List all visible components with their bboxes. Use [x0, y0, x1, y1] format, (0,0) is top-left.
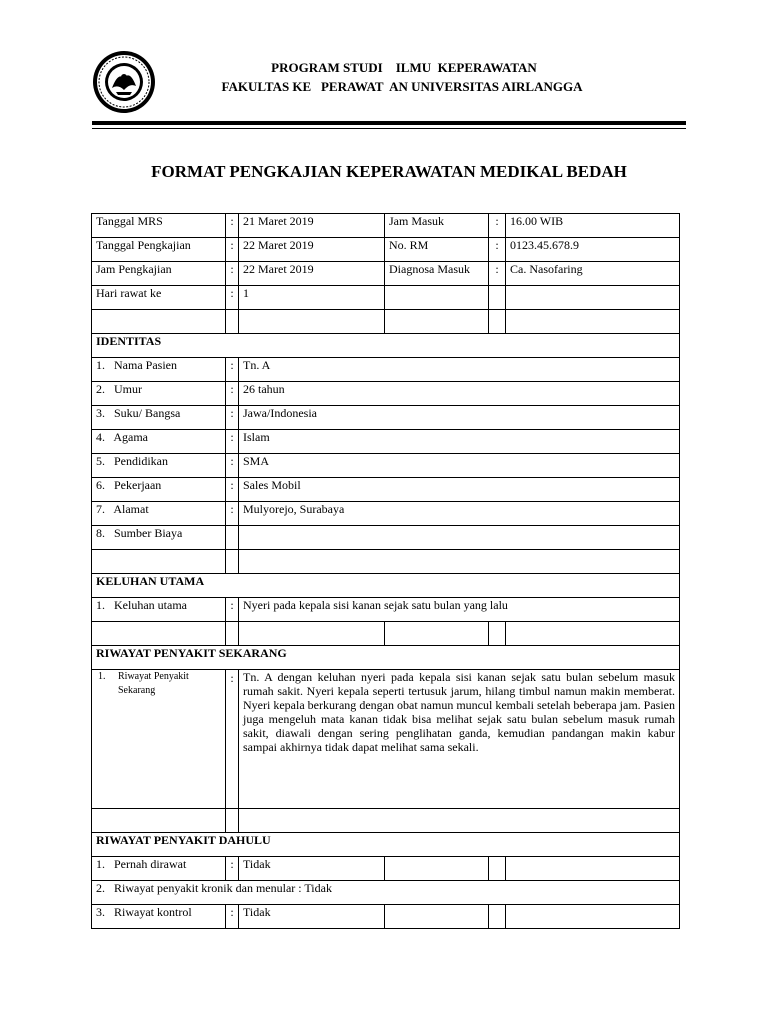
empty-cell — [489, 905, 506, 929]
colon: : — [226, 598, 239, 622]
table-row — [92, 454, 680, 478]
colon: : — [226, 214, 239, 238]
empty-cell — [226, 526, 239, 550]
field-label: Diagnosa Masuk — [385, 262, 489, 286]
empty-cell — [489, 286, 506, 310]
field-label: 4. Agama — [92, 430, 226, 454]
table-row — [92, 262, 680, 286]
section-heading: IDENTITAS — [92, 334, 680, 358]
field-label: 8. Sumber Biaya — [92, 526, 226, 550]
table-row — [92, 502, 680, 526]
field-label: No. RM — [385, 238, 489, 262]
colon: : — [226, 406, 239, 430]
assessment-form-table — [91, 213, 680, 929]
table-row — [92, 478, 680, 502]
colon: : — [489, 262, 506, 286]
field-value: Tidak — [239, 905, 385, 929]
colon: : — [489, 214, 506, 238]
field-label: Jam Masuk — [385, 214, 489, 238]
field-value: Tn. A — [239, 358, 680, 382]
table-row — [92, 238, 680, 262]
colon: : — [226, 382, 239, 406]
table-row — [92, 881, 680, 905]
header-rule-thin — [92, 128, 686, 129]
colon: : — [226, 478, 239, 502]
table-row-blank — [92, 550, 680, 574]
field-value: Mulyorejo, Surabaya — [239, 502, 680, 526]
field-value: Jawa/Indonesia — [239, 406, 680, 430]
field-label: 3. Suku/ Bangsa — [92, 406, 226, 430]
field-value: SMA — [239, 454, 680, 478]
field-label: Tanggal MRS — [92, 214, 226, 238]
field-label: Hari rawat ke — [92, 286, 226, 310]
colon: : — [489, 238, 506, 262]
table-row — [92, 358, 680, 382]
field-full-row: 2. Riwayat penyakit kronik dan menular : Tidak — [92, 881, 680, 905]
colon: : — [226, 905, 239, 929]
empty-cell — [506, 286, 680, 310]
field-label: Jam Pengkajian — [92, 262, 226, 286]
field-label-line1: 1. Riwayat Penyakit — [98, 671, 189, 682]
colon: : — [226, 502, 239, 526]
field-value — [239, 526, 680, 550]
empty-cell — [385, 857, 489, 881]
form-title: FORMAT PENGKAJIAN KEPERAWATAN MEDIKAL BEDAH — [151, 162, 627, 181]
table-row-blank — [92, 809, 680, 833]
section-header-riwayat-dahulu — [92, 833, 680, 857]
field-value: 22 Maret 2019 — [239, 238, 385, 262]
field-label: 3. Riwayat kontrol — [92, 905, 226, 929]
field-label-line2: Sekarang — [118, 685, 156, 696]
empty-cell — [385, 286, 489, 310]
field-value: Ca. Nasofaring — [506, 262, 680, 286]
field-value: 16.00 WIB — [506, 214, 680, 238]
colon: : — [226, 238, 239, 262]
table-row — [92, 670, 680, 809]
colon: : — [226, 857, 239, 881]
field-label: 6. Pekerjaan — [92, 478, 226, 502]
empty-cell — [506, 905, 680, 929]
table-row-blank — [92, 622, 680, 646]
colon: : — [226, 454, 239, 478]
field-value: Sales Mobil — [239, 478, 680, 502]
section-heading: KELUHAN UTAMA — [92, 574, 680, 598]
colon: : — [226, 430, 239, 454]
section-heading: RIWAYAT PENYAKIT SEKARANG — [92, 646, 680, 670]
field-label: Tanggal Pengkajian — [92, 238, 226, 262]
institution-program: PROGRAM STUDI ILMU KEPERAWATAN — [271, 60, 537, 75]
field-label: 7. Alamat — [92, 502, 226, 526]
colon: : — [226, 358, 239, 382]
field-label — [92, 670, 226, 809]
section-header-riwayat-sekarang — [92, 646, 680, 670]
table-row — [92, 214, 680, 238]
field-label: 5. Pendidikan — [92, 454, 226, 478]
table-row — [92, 286, 680, 310]
colon: : — [226, 262, 239, 286]
field-label: 1. Keluhan utama — [92, 598, 226, 622]
table-row-blank — [92, 310, 680, 334]
history-narrative: Tn. A dengan keluhan nyeri pada kepala sisi kanan sejak satu bulan sebelum masuk rumah sakit. Nyeri kepala seperti tertusuk jarum, hilang timbul namun makin memberat. Nyeri kepala berkurang dengan obat namun muncul kembali setelah beberapa jam. Pasien juga mengeluh mata kanan tidak bisa melihat sejak satu bulan sebelum masuk rumah sakit, diawali dengan sering penglihatan ganda, kemudian pandangan makin kabur sampai akhirnya tidak dapat melihat sama sekali. — [239, 670, 680, 809]
table-row — [92, 598, 680, 622]
field-value: Islam — [239, 430, 680, 454]
empty-cell — [489, 857, 506, 881]
field-label: 1. Pernah dirawat — [92, 857, 226, 881]
table-row — [92, 382, 680, 406]
field-value: 0123.45.678.9 — [506, 238, 680, 262]
field-value: 21 Maret 2019 — [239, 214, 385, 238]
field-value: Nyeri pada kepala sisi kanan sejak satu bulan yang lalu — [239, 598, 680, 622]
table-row — [92, 430, 680, 454]
field-value: 1 — [239, 286, 385, 310]
section-heading: RIWAYAT PENYAKIT DAHULU — [92, 833, 680, 857]
section-header-identitas — [92, 334, 680, 358]
field-label: 2. Umur — [92, 382, 226, 406]
field-value: Tidak — [239, 857, 385, 881]
institution-faculty: FAKULTAS KE PERAWAT AN UNIVERSITAS AIRLANGGA — [221, 79, 583, 94]
table-row — [92, 526, 680, 550]
table-row — [92, 905, 680, 929]
field-value: 22 Maret 2019 — [239, 262, 385, 286]
empty-cell — [385, 905, 489, 929]
colon: : — [226, 670, 239, 809]
table-row — [92, 406, 680, 430]
colon: : — [226, 286, 239, 310]
empty-cell — [506, 857, 680, 881]
section-header-keluhan — [92, 574, 680, 598]
table-row — [92, 857, 680, 881]
field-label: 1. Nama Pasien — [92, 358, 226, 382]
field-value: 26 tahun — [239, 382, 680, 406]
header-rule-thick — [92, 121, 686, 125]
